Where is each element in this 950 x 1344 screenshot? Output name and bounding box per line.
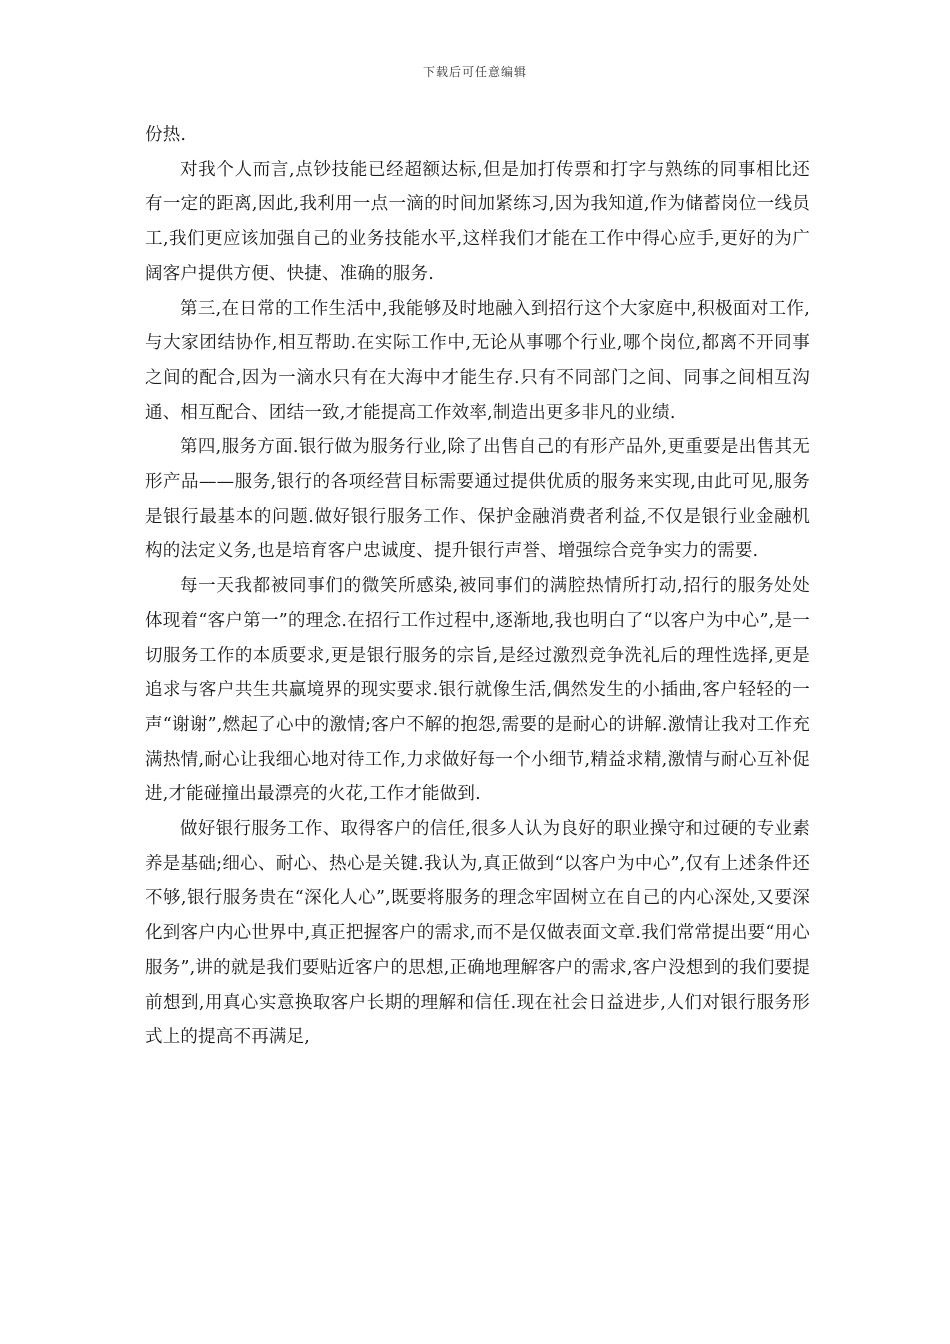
page-header: 下载后可任意编辑 — [422, 65, 527, 79]
paragraph-customer-first: 每一天我都被同事们的微笑所感染,被同事们的满腔热情所打动,招行的服务处处体现着“客户第一”的理念.在招行工作过程中,逐渐地,我也明白了“以客户为中心”,是一切服务工作的本质要求,更是银行服务的宗旨,是经过激烈竞争洗礼后的理性选择,更是追求与客户共生共赢境界的现实要求.银行就像生活,偶然发生的小插曲,客户轻轻的一声“谢谢”,燃起了心中的激情;客户不解的抱怨,需要的是耐心的讲解.激情让我对工作充满热情,耐心让我细心地对待工作,力求做好每一个小细节,精益求精,激情与耐心互补促进,才能碰撞出最漂亮的火花,工作才能做到. — [145, 576, 810, 805]
paragraph-service: 第四,服务方面.银行做为服务行业,除了出售自己的有形产品外,更重要是出售其无形产品——服务,银行的各项经营目标需要通过提供优质的服务来实现,由此可见,服务是银行最基本的问题.做好银行服务工作、保护金融消费者利益,不仅是银行业金融机构的法定义务,也是培育客户忠诚度、提升银行声誉、增强综合竞争实力的需要. — [145, 437, 810, 562]
paragraph-skills: 对我个人而言,点钞技能已经超额达标,但是加打传票和打字与熟练的同事相比还有一定的距离,因此,我利用一点一滴的时间加紧练习,因为我知道,作为储蓄岗位一线员工,我们更应该加强自己的业务技能水平,这样我们才能在工作中得心应手,更好的为广阔客户提供方便、快捷、准确的服务. — [145, 159, 810, 284]
paragraph-trust: 做好银行服务工作、取得客户的信任,很多人认为良好的职业操守和过硬的专业素养是基础;细心、耐心、热心是关键.我认为,真正做到“以客户为中心”,仅有上述条件还不够,银行服务贵在“深化人心”,既要将服务的理念牢固树立在自己的内心深处,又要深化到客户内心世界中,真正把握客户的需求,而不是仅做表面文章.我们常常提出要“用心服务”,讲的就是我们要贴近客户的思想,正确地理解客户的需求,客户没想到的我们要提前想到,用真心实意换取客户长期的理解和信任.现在社会日益进步,人们对银行服务形式上的提高不再满足, — [145, 819, 810, 1048]
paragraph-teamwork: 第三,在日常的工作生活中,我能够及时地融入到招行这个大家庭中,积极面对工作,与大家团结协作,相互帮助.在实际工作中,无论从事哪个行业,哪个岗位,都离不开同事之间的配合,因为一滴水只有在大海中才能生存.只有不同部门之间、同事之间相互沟通、相互配合、团结一致,才能提高工作效率,制造出更多非凡的业绩. — [145, 298, 810, 423]
paragraph-continuation: 份热. — [145, 125, 187, 145]
document-body — [145, 118, 810, 1055]
